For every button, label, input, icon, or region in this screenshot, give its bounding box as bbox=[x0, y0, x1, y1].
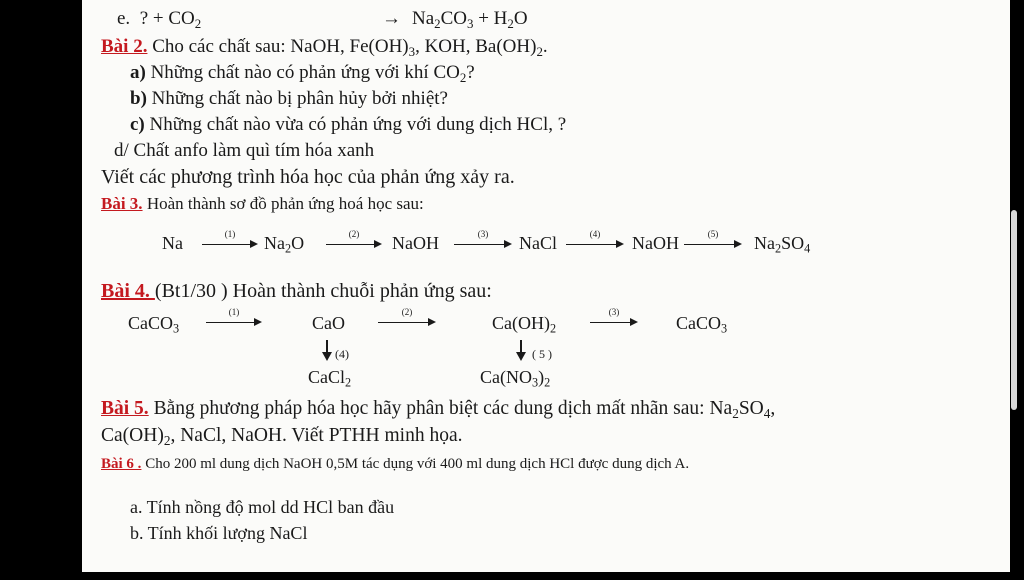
chain-species bbox=[754, 233, 810, 254]
chain-species: NaOH bbox=[632, 233, 679, 253]
section-title: Bài 4. bbox=[101, 280, 155, 302]
text: Những chất nào vừa có phản ứng với dung dịch HCl, ? bbox=[144, 114, 567, 135]
bai2-question-b bbox=[130, 88, 448, 110]
text: Hoàn thành sơ đồ phản ứng hoá học sau: bbox=[142, 194, 424, 213]
arrow-number: ( 5 ) bbox=[532, 347, 552, 361]
subscript: 3 bbox=[408, 43, 416, 59]
subscript: 2 bbox=[459, 69, 467, 85]
chain-species: CaO bbox=[312, 313, 345, 333]
subscript: 2 bbox=[507, 15, 514, 31]
subscript: 2 bbox=[194, 15, 202, 31]
bai6-intro bbox=[101, 456, 689, 473]
subscript: 2 bbox=[732, 405, 739, 421]
reaction-arrow bbox=[206, 307, 262, 328]
product-part: Na bbox=[412, 8, 435, 29]
item-label: e. bbox=[117, 8, 131, 29]
text: Na bbox=[264, 233, 285, 253]
bai4-intro bbox=[101, 280, 492, 303]
bai2-question-a bbox=[130, 62, 475, 84]
section-title: Bài 6 . bbox=[101, 456, 142, 472]
down-arrow bbox=[322, 340, 332, 362]
subscript: 4 bbox=[763, 405, 771, 421]
subscript: 2 bbox=[345, 375, 352, 390]
bai2-question-d: d/ Chất anfo làm quì tím hóa xanh bbox=[114, 140, 375, 161]
down-arrow bbox=[516, 340, 526, 362]
text: CaCl bbox=[308, 367, 346, 387]
text: , NaCl, NaOH. Viết PTHH minh họa. bbox=[170, 425, 463, 446]
bai3-intro bbox=[101, 194, 424, 214]
reaction-arrow bbox=[590, 307, 638, 328]
bai2-instruction: Viết các phương trình hóa học của phản ứng xảy ra. bbox=[101, 166, 515, 188]
arrow-e: → bbox=[382, 8, 401, 29]
section-title: Bài 3. bbox=[101, 194, 143, 213]
text: Ca(OH) bbox=[492, 313, 550, 333]
text: Na bbox=[754, 233, 775, 253]
product-part: O bbox=[513, 8, 528, 29]
subscript: 2 bbox=[544, 375, 551, 390]
text: Những chất nào có phản ứng với khí CO bbox=[145, 62, 460, 83]
subscript: 2 bbox=[285, 241, 292, 256]
chain-species: Na bbox=[162, 233, 183, 253]
subscript: 3 bbox=[721, 321, 728, 336]
section-title: Bài 5. bbox=[101, 398, 149, 419]
arrow-number: (2) bbox=[348, 229, 360, 239]
arrow-number: (1) bbox=[224, 229, 236, 239]
bai5-line1 bbox=[101, 398, 775, 420]
text: . bbox=[542, 36, 548, 57]
chain-species: NaCl bbox=[519, 233, 557, 253]
scrollbar-thumb[interactable] bbox=[1011, 210, 1017, 410]
subscript: 2 bbox=[549, 321, 557, 336]
subscript: 2 bbox=[536, 43, 543, 59]
reaction-arrow bbox=[202, 229, 258, 250]
text: CaCO bbox=[676, 313, 721, 333]
product-part: CO bbox=[440, 8, 468, 29]
subscript: 2 bbox=[775, 241, 782, 256]
subscript: 3 bbox=[467, 15, 474, 31]
bai6-question-b: b. Tính khối lượng NaCl bbox=[130, 523, 308, 543]
equation-e bbox=[117, 8, 201, 30]
text: Cho 200 ml dung dịch NaOH 0,5M tác dụng với 400 ml dung dịch HCl được dung dịch A. bbox=[141, 456, 690, 472]
subscript: 2 bbox=[434, 15, 441, 31]
arrow-number: (4) bbox=[335, 347, 349, 361]
chain-species bbox=[480, 367, 550, 388]
bai2-intro bbox=[101, 36, 548, 58]
question-label: a) bbox=[130, 62, 146, 83]
arrow-number: (4) bbox=[589, 229, 601, 239]
bai6-question-a: a. Tính nồng độ mol dd HCl ban đầu bbox=[130, 497, 395, 517]
chain-species bbox=[492, 313, 556, 334]
arrow-number: (5) bbox=[707, 229, 719, 239]
text: Cho các chất sau: NaOH, Fe(OH) bbox=[147, 36, 409, 57]
reaction-arrow bbox=[378, 307, 436, 328]
chain-species bbox=[676, 313, 727, 334]
section-title: Bài 2. bbox=[101, 36, 148, 57]
arrow-number: (3) bbox=[608, 307, 620, 317]
reaction-arrow bbox=[566, 229, 624, 250]
products-e bbox=[412, 8, 528, 30]
chain-species: NaOH bbox=[392, 233, 439, 253]
text: (Bt1/30 ) Hoàn thành chuỗi phản ứng sau: bbox=[154, 280, 492, 302]
chain-species bbox=[128, 313, 179, 334]
arrow-number: (3) bbox=[477, 229, 489, 239]
subscript: 3 bbox=[532, 375, 539, 390]
document-page bbox=[82, 0, 1010, 572]
text: Ca(OH) bbox=[101, 425, 164, 446]
bai5-line2 bbox=[101, 425, 462, 447]
question-label: b) bbox=[130, 88, 147, 109]
text: ? bbox=[466, 62, 475, 83]
text: , bbox=[770, 398, 776, 419]
subscript: 2 bbox=[163, 432, 171, 448]
chain-species bbox=[308, 367, 351, 388]
subscript: 3 bbox=[173, 321, 180, 336]
question-label: c) bbox=[130, 114, 145, 135]
text: , KOH, Ba(OH) bbox=[415, 36, 537, 57]
text: SO bbox=[738, 398, 764, 419]
text: Những chất nào bị phân hủy bởi nhiệt? bbox=[146, 88, 448, 109]
text: Bằng phương pháp hóa học hãy phân biệt các dung dịch mất nhãn sau: Na bbox=[148, 398, 733, 419]
subscript: 4 bbox=[804, 241, 811, 256]
text: SO bbox=[781, 233, 805, 253]
reaction-arrow bbox=[326, 229, 382, 250]
chain-species bbox=[264, 233, 304, 254]
arrow-number: (2) bbox=[401, 307, 413, 317]
text: Ca(NO bbox=[480, 367, 532, 387]
bai2-question-c bbox=[130, 114, 566, 136]
text: ) bbox=[538, 367, 545, 387]
product-part: + H bbox=[473, 8, 508, 29]
reactants: ? + CO bbox=[139, 8, 195, 29]
arrow-number: (1) bbox=[228, 307, 240, 317]
text: O bbox=[291, 233, 305, 253]
reaction-arrow bbox=[454, 229, 512, 250]
reaction-arrow bbox=[684, 229, 742, 250]
text: CaCO bbox=[128, 313, 173, 333]
